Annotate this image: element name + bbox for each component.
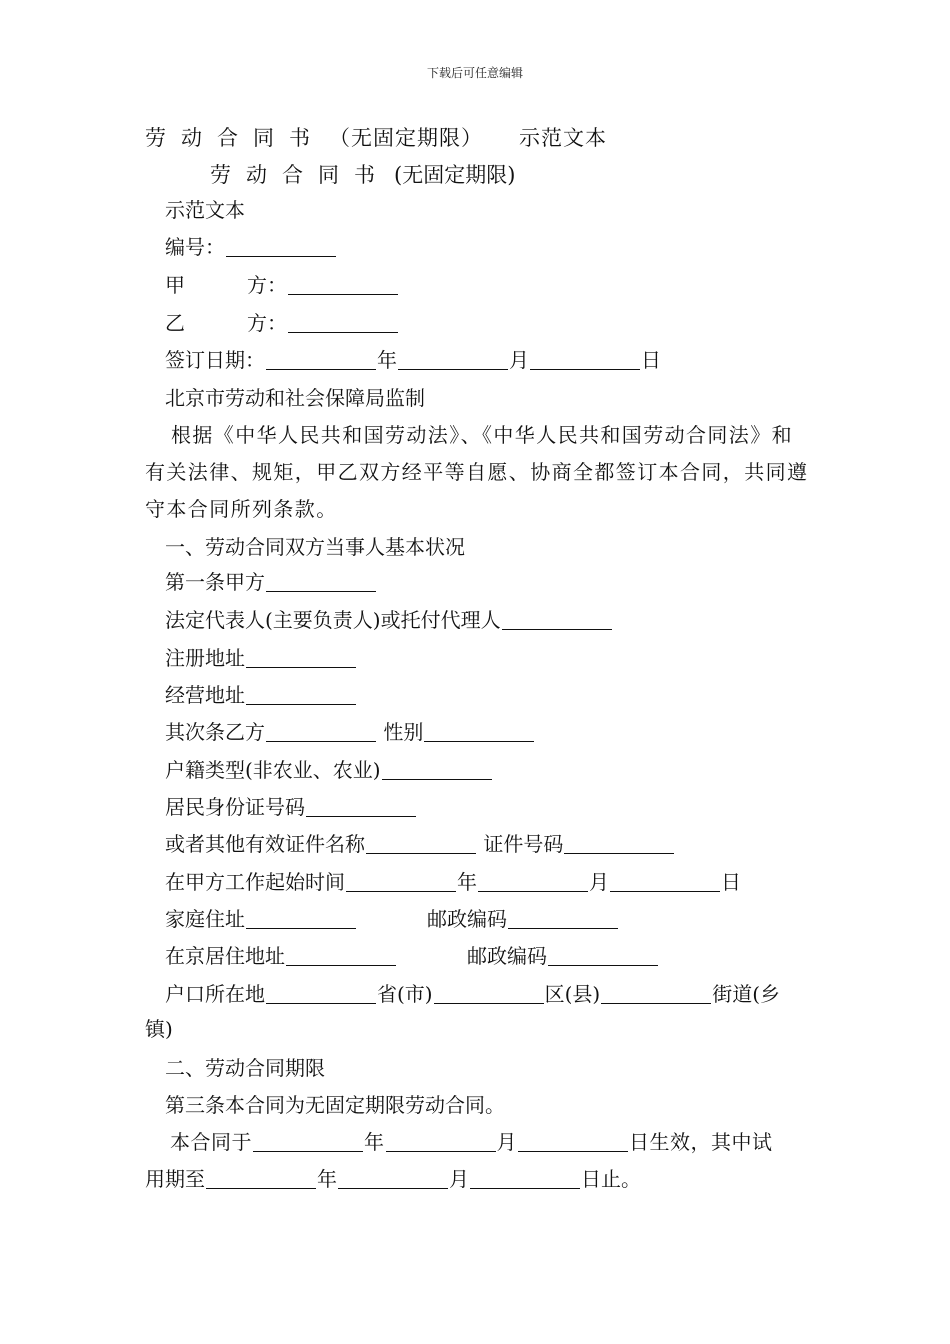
legal-rep-label: 法定代表人(主要负责人)或托付代理人 (165, 608, 501, 632)
day-label: 日 (641, 348, 661, 372)
gender-blank[interactable] (424, 721, 534, 742)
postcode-label: 邮政编码 (427, 907, 507, 931)
header-note: 下载后可任意编辑 (426, 66, 523, 80)
work-start-day-blank[interactable] (610, 871, 720, 892)
sign-date-line (165, 346, 661, 374)
section1-title (165, 533, 465, 561)
number-label: 编号： (165, 235, 225, 259)
contract-from-label: 本合同于 (170, 1130, 252, 1154)
street-label: 街道(乡 (712, 982, 781, 1006)
biz-address-label: 经营地址 (165, 683, 245, 707)
title-paren: （无固定期限） (329, 126, 483, 150)
id-number-line (165, 793, 417, 821)
party-a-blank[interactable] (288, 274, 398, 295)
intro-paragraph: 根据《中华人民共和国劳动法》、《中华人民共和国劳动合同法》和有关法律、规矩，甲乙双方经平等自愿、协商全都签订本合同，共同遵守本合同所列条款。 (145, 423, 809, 521)
legal-rep-line (165, 606, 613, 634)
contract-year-blank[interactable] (253, 1131, 363, 1152)
trial-until-label: 用期至 (145, 1167, 205, 1191)
home-address-line (165, 905, 619, 933)
trial-month-blank[interactable] (338, 1168, 448, 1189)
supervisor-text: 北京市劳动和社会保障局监制 (165, 386, 425, 410)
number-blank[interactable] (226, 236, 336, 257)
party-a-label-1: 甲 (165, 273, 185, 297)
month-label: 月 (509, 348, 529, 372)
other-cert-line (165, 830, 675, 858)
document-title (145, 122, 607, 152)
party-b-label-2: 方： (247, 311, 287, 335)
month-label: 月 (589, 870, 609, 894)
work-start-year-blank[interactable] (346, 871, 456, 892)
month-label: 月 (449, 1167, 469, 1191)
article2-blank[interactable] (266, 721, 376, 742)
work-start-line (165, 868, 741, 896)
hukou-blank[interactable] (266, 983, 376, 1004)
hukou-label: 户口所在地 (165, 982, 265, 1006)
legal-rep-blank[interactable] (502, 609, 612, 630)
town-line (145, 1015, 173, 1043)
gender-label: 性别 (383, 720, 424, 744)
party-a-label-2: 方： (247, 273, 287, 297)
trial-year-blank[interactable] (206, 1168, 316, 1189)
work-start-month-blank[interactable] (478, 871, 588, 892)
postcode-label: 邮政编码 (467, 944, 547, 968)
year-label: 年 (377, 348, 397, 372)
document-subtitle (210, 159, 515, 189)
section1-title-text: 一、劳动合同双方当事人基本状况 (165, 535, 465, 559)
article2-label: 其次条乙方 (165, 720, 265, 744)
year-label: 年 (457, 870, 477, 894)
hukou-line (165, 980, 780, 1008)
sample-text-line (165, 196, 245, 224)
month-label: 月 (496, 1130, 517, 1154)
beijing-address-label: 在京居住地址 (165, 944, 285, 968)
article2-line (165, 718, 535, 746)
number-line (165, 233, 337, 261)
article3-text: 第三条本合同为无固定期限劳动合同。 (165, 1093, 505, 1117)
sample-text: 示范文本 (165, 198, 245, 222)
contract-month-blank[interactable] (386, 1131, 496, 1152)
section2-title-text: 二、劳动合同期限 (165, 1056, 325, 1080)
biz-address-line (165, 681, 357, 709)
article1-blank[interactable] (266, 571, 376, 592)
other-cert-blank[interactable] (366, 833, 476, 854)
trial-until-line (145, 1165, 641, 1193)
cert-number-label: 证件号码 (483, 832, 564, 856)
title-main: 劳动合同书 (145, 126, 325, 150)
subtitle-main: 劳动合同书 (210, 163, 390, 187)
sign-month-blank[interactable] (398, 349, 508, 370)
article1-line (165, 568, 377, 596)
cert-number-blank[interactable] (564, 833, 674, 854)
beijing-address-blank[interactable] (286, 945, 396, 966)
article3-line (165, 1091, 505, 1119)
district-label: 区(县) (544, 982, 601, 1006)
subtitle-paren: (无固定期限) (394, 163, 516, 187)
household-blank[interactable] (382, 759, 492, 780)
sign-year-blank[interactable] (266, 349, 376, 370)
title-suffix: 示范文本 (519, 126, 607, 150)
party-b-label-1: 乙 (165, 311, 185, 335)
contract-from-line (170, 1128, 773, 1156)
province-blank[interactable] (434, 983, 544, 1004)
year-label: 年 (364, 1130, 385, 1154)
household-label: 户籍类型(非农业、农业) (165, 758, 381, 782)
reg-address-line (165, 644, 357, 672)
article1-label: 第一条甲方 (165, 570, 265, 594)
effective-trial-text: 日生效，其中试 (629, 1130, 773, 1154)
home-address-label: 家庭住址 (165, 907, 245, 931)
home-address-blank[interactable] (246, 908, 356, 929)
beijing-address-line (165, 942, 659, 970)
day-end-text: 日止。 (581, 1167, 641, 1191)
supervisor-line (165, 384, 425, 412)
party-b-line (165, 309, 399, 337)
year-label: 年 (317, 1167, 337, 1191)
id-number-label: 居民身份证号码 (165, 795, 305, 819)
contract-day-blank[interactable] (518, 1131, 628, 1152)
other-cert-label: 或者其他有效证件名称 (165, 832, 365, 856)
id-number-blank[interactable] (306, 796, 416, 817)
reg-address-label: 注册地址 (165, 646, 245, 670)
trial-day-blank[interactable] (470, 1168, 580, 1189)
section2-title (165, 1054, 325, 1082)
beijing-postcode-blank[interactable] (548, 945, 658, 966)
party-a-line (165, 271, 399, 299)
town-label: 镇) (145, 1017, 173, 1041)
household-line (165, 756, 493, 784)
district-blank[interactable] (601, 983, 711, 1004)
day-label: 日 (721, 870, 741, 894)
biz-address-blank[interactable] (246, 684, 356, 705)
work-start-label: 在甲方工作起始时间 (165, 870, 345, 894)
reg-address-blank[interactable] (246, 647, 356, 668)
party-b-blank[interactable] (288, 312, 398, 333)
province-label: 省(市) (377, 982, 433, 1006)
sign-date-label: 签订日期： (165, 348, 265, 372)
sign-day-blank[interactable] (530, 349, 640, 370)
home-postcode-blank[interactable] (508, 908, 618, 929)
